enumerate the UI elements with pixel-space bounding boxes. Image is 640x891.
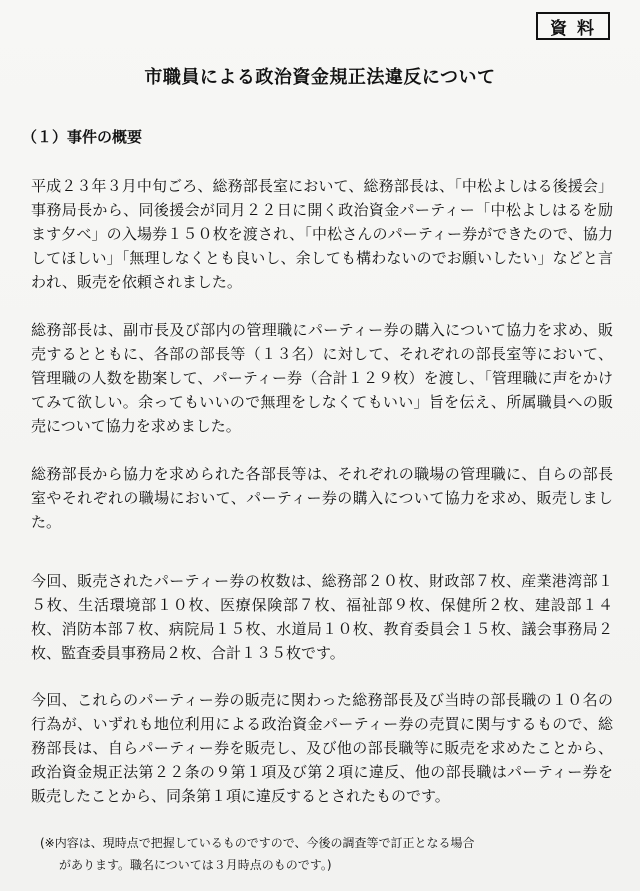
paragraph-5: 今回、これらのパーティー券の販売に関わった総務部長及び当時の部長職の１０名の行為が、いずれも地位利用による政治資金パーティー券の売買に関与するもので、総務部長は、自らパーティー券を販売し、及び他の部長職等に販売を求めたことから、政治資金規正法第２２条の９第１項及び第２項に違反、他の部長職はパーティー券を販売したことから、同条第１項に違反するとされたものです。 bbox=[31, 691, 613, 805]
paragraph-1: 平成２３年３月中旬ごろ、総務部長室において、総務部長は、「中松よしはる後援会」事務局長から、同後援会が同月２２日に開く政治資金パーティー「中松よしはるを励ます夕べ」の入場券１５０枚を渡され、「中松さんのパーティー券ができたので、協力してほしい」「無理しなくとも良いし、余しても構わないのでお願いしたい」などと言われ、販売を依頼されました。 bbox=[31, 177, 613, 291]
section-heading: （１）事件の概要 bbox=[22, 128, 143, 146]
footnote-line-2: があります。職名については３月時点のものです。) bbox=[59, 858, 332, 872]
page-title: 市職員による政治資金規正法違反について bbox=[144, 67, 496, 88]
footnote bbox=[40, 832, 475, 876]
footnote-line-1: (※内容は、現時点で把握しているものですので、今後の調査等で訂正となる場合 bbox=[40, 836, 475, 850]
paragraph-3: 総務部長から協力を求められた各部長等は、それぞれの職場の管理職に、自らの部長室やそれぞれの職場において、パーティー券の購入について協力を求め、販売しました。 bbox=[31, 465, 613, 531]
document-badge: 資料 bbox=[536, 12, 610, 40]
paragraph-2: 総務部長は、副市長及び部内の管理職にパーティー券の購入について協力を求め、販売するとともに、各部の部長等（１３名）に対して、それぞれの部長室等において、管理職の人数を勘案して、パーティー券（合計１２９枚）を渡し、「管理職に声をかけてみて欲しい。余ってもいいので無理をしなくてもいい」旨を伝え、所属職員への販売について協力を求めました。 bbox=[31, 321, 613, 435]
paragraph-4: 今回、販売されたパーティー券の枚数は、総務部２０枚、財政部７枚、産業港湾部１５枚、生活環境部１０枚、医療保険部７枚、福祉部９枚、保健所２枚、建設部１４枚、消防本部７枚、病院局１５枚、水道局１０枚、教育委員会１５枚、議会事務局２枚、監査委員事務局２枚、合計１３５枚です。 bbox=[31, 572, 613, 662]
